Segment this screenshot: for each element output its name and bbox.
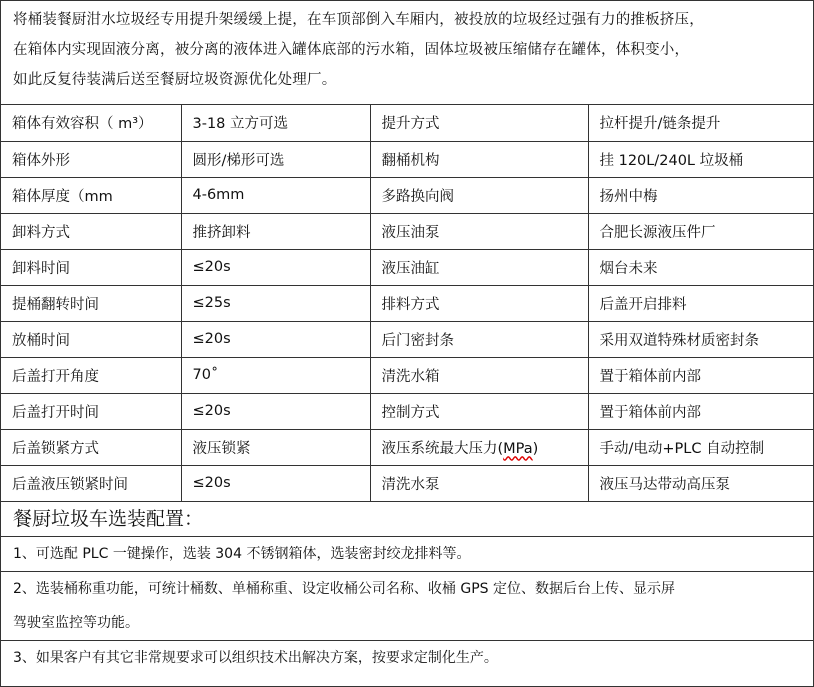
- pressure-unit: MPa: [503, 440, 533, 457]
- spec-row: [1, 357, 813, 393]
- option-item-3: 3、如果客户有其它非常规要求可以组织技术出解决方案，按要求定制化生产。: [13, 649, 498, 666]
- spec-label-cell: 液压油缸: [370, 249, 588, 285]
- spec-value-cell: 置于箱体前内部: [588, 393, 813, 429]
- spec-label-cell: 放桶时间: [1, 321, 181, 357]
- spec-value-cell: 3-18 立方可选: [181, 105, 370, 141]
- spec-value-cell: 手动/电动+PLC 自动控制: [588, 429, 813, 465]
- spec-value-cell: ≤20s: [181, 393, 370, 429]
- spec-label-cell: 清洗水箱: [370, 357, 588, 393]
- intro-line: 如此反复待装满后送至餐厨垃圾资源优化处理厂。: [13, 72, 337, 88]
- options-title: 餐厨垃圾车选装配置：: [1, 501, 813, 537]
- spec-row: [1, 213, 813, 249]
- spec-row: [1, 285, 813, 321]
- spec-label-cell: 多路换向阀: [370, 177, 588, 213]
- spec-value-cell: 后盖开启排料: [588, 285, 813, 321]
- spec-label-cell: 排料方式: [370, 285, 588, 321]
- spec-value-cell: 拉杆提升/链条提升: [588, 105, 813, 141]
- spec-value-cell: ≤20s: [181, 249, 370, 285]
- spec-value-cell: 合肥长源液压件厂: [588, 213, 813, 249]
- spec-row: [1, 105, 813, 141]
- spec-label-cell: 清洗水泵: [370, 465, 588, 501]
- spec-label-cell: 后盖打开时间: [1, 393, 181, 429]
- spec-row: [1, 177, 813, 213]
- spec-label-cell: 箱体厚度（mm: [1, 177, 181, 213]
- spec-label-cell: 后盖打开角度: [1, 357, 181, 393]
- spec-label-cell: 卸料时间: [1, 249, 181, 285]
- spec-value-cell: 置于箱体前内部: [588, 357, 813, 393]
- spec-label-cell: 提桶翻转时间: [1, 285, 181, 321]
- spec-label-cell: 后盖液压锁紧时间: [1, 465, 181, 501]
- option-item-2-line-1: 2、选装桶称重功能，可统计桶数、单桶称重、设定收桶公司名称、收桶 GPS 定位、数据后台上传、显示屏: [13, 580, 675, 597]
- spec-row: [1, 465, 813, 501]
- spec-label-cell: 液压油泵: [370, 213, 588, 249]
- spec-row: [1, 249, 813, 285]
- spec-value-cell: ≤20s: [181, 465, 370, 501]
- spec-value-cell: 推挤卸料: [181, 213, 370, 249]
- spec-value-cell: 烟台未来: [588, 249, 813, 285]
- spec-value-cell: 液压锁紧: [181, 429, 370, 465]
- spec-value-cell: 4-6mm: [181, 177, 370, 213]
- option-item-1: 1、可选配 PLC 一键操作，选装 304 不锈钢箱体，选装密封绞龙排料等。: [1, 537, 813, 572]
- spec-label-cell: 后门密封条: [370, 321, 588, 357]
- spec-value-cell: 挂 120L/240L 垃圾桶: [588, 141, 813, 177]
- spec-label-cell: 提升方式: [370, 105, 588, 141]
- spec-value-cell: 扬州中梅: [588, 177, 813, 213]
- spec-row: [1, 429, 813, 465]
- spec-value-cell: 圆形/梯形可选: [181, 141, 370, 177]
- spec-label-cell: 液压系统最大压力(MPa): [370, 429, 588, 465]
- spec-label-cell: 后盖锁紧方式: [1, 429, 181, 465]
- spec-row: [1, 393, 813, 429]
- spec-label-cell: 控制方式: [370, 393, 588, 429]
- option-item-2: [1, 572, 813, 641]
- spec-label-cell: 箱体外形: [1, 141, 181, 177]
- spec-value-cell: ≤25s: [181, 285, 370, 321]
- intro-paragraph: [1, 1, 813, 105]
- intro-line: 将桶装餐厨泔水垃圾经专用提升架缓缓上提，在车顶部倒入车厢内，被投放的垃圾经过强有力的推板挤压，: [13, 12, 704, 28]
- spec-label-cell: 箱体有效容积（ m³）: [1, 105, 181, 141]
- intro-line: 在箱体内实现固液分离，被分离的液体进入罐体底部的污水箱，固体垃圾被压缩储存在罐体，体积变小，: [13, 42, 690, 58]
- spec-row: [1, 321, 813, 357]
- spec-row: [1, 141, 813, 177]
- pressure-suffix: ): [532, 440, 539, 457]
- spec-value-cell: 液压马达带动高压泵: [588, 465, 813, 501]
- spec-table: [1, 105, 813, 502]
- spec-label-cell: 翻桶机构: [370, 141, 588, 177]
- option-item-2-line-2: 驾驶室监控等功能。: [13, 614, 139, 631]
- spec-value-cell: 采用双道特殊材质密封条: [588, 321, 813, 357]
- spec-label-cell: 卸料方式: [1, 213, 181, 249]
- spec-value-cell: ≤20s: [181, 321, 370, 357]
- spec-value-cell: 70˚: [181, 357, 370, 393]
